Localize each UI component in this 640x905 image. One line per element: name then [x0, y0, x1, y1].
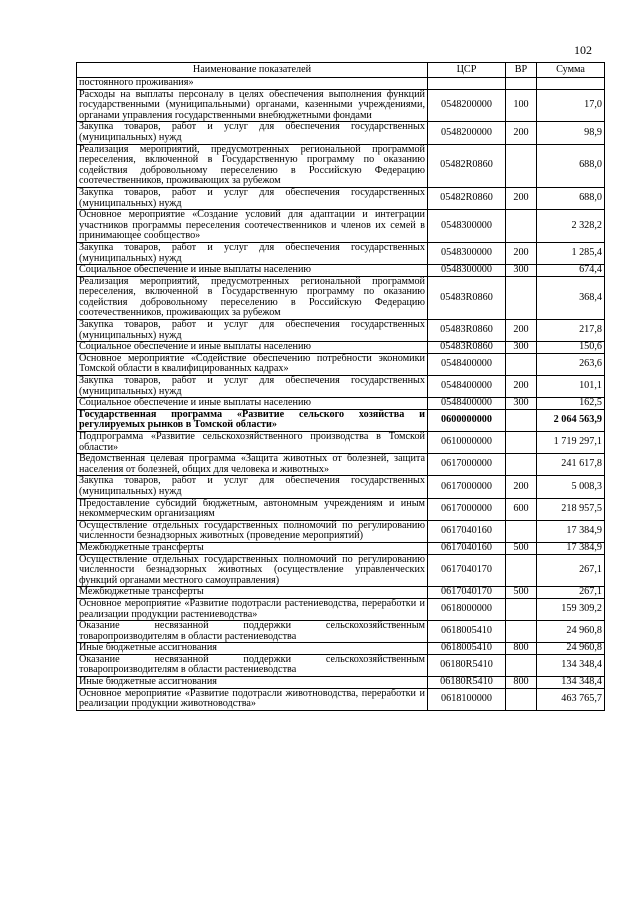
table-row — [77, 409, 605, 431]
row-csr: 0548400000 — [428, 398, 506, 410]
row-csr: 0610000000 — [428, 432, 506, 454]
row-csr: 0617040170 — [428, 554, 506, 587]
row-csr: 0548200000 — [428, 122, 506, 144]
row-csr: 0618005410 — [428, 621, 506, 643]
table-row — [77, 89, 605, 122]
row-name: Закупка товаров, работ и услуг для обеспечения государственных (муниципальных) нужд — [77, 320, 428, 342]
row-csr — [428, 78, 506, 90]
row-name: Иные бюджетные ассигнования — [77, 677, 428, 689]
row-vr — [506, 432, 537, 454]
row-vr — [506, 654, 537, 676]
row-vr: 300 — [506, 265, 537, 277]
row-csr: 0617040170 — [428, 587, 506, 599]
row-sum: 263,6 — [537, 353, 605, 375]
row-vr: 200 — [506, 242, 537, 264]
row-sum: 159 309,2 — [537, 598, 605, 620]
row-name: Ведомственная целевая программа «Защита животных от болезней, защита населения от болезней, общих для человека и животных» — [77, 454, 428, 476]
row-csr: 0548300000 — [428, 210, 506, 243]
row-vr: 200 — [506, 376, 537, 398]
table-row — [77, 320, 605, 342]
row-name: Осуществление отдельных государственных полномочий по регулированию численности безнадзорных животных (осуществление управленческих функций органами местного самоуправления) — [77, 554, 428, 587]
page-number: 102 — [574, 43, 592, 57]
row-sum: 17,0 — [537, 89, 605, 122]
row-csr: 0548300000 — [428, 242, 506, 264]
table-row — [77, 353, 605, 375]
row-name: Социальное обеспечение и иные выплаты населению — [77, 265, 428, 277]
row-name: Закупка товаров, работ и услуг для обеспечения государственных (муниципальных) нужд — [77, 376, 428, 398]
table-header-row — [77, 63, 605, 78]
row-vr: 500 — [506, 587, 537, 599]
row-name: Предоставление субсидий бюджетным, автономным учреждениям и иным некоммерческим организациям — [77, 498, 428, 520]
row-csr: 0617000000 — [428, 476, 506, 498]
row-name: Реализация мероприятий, предусмотренных региональной программой переселения, включенной в Государственную программу по оказанию содействия добровольному переселению в Российскую Федерацию соотечественников, проживающих за рубежом — [77, 144, 428, 187]
row-vr — [506, 598, 537, 620]
table-row — [77, 122, 605, 144]
table-row — [77, 398, 605, 410]
row-sum: 368,4 — [537, 276, 605, 319]
table-row — [77, 476, 605, 498]
table-row — [77, 643, 605, 655]
row-csr: 05482R0860 — [428, 187, 506, 209]
row-sum: 2 328,2 — [537, 210, 605, 243]
row-name: Закупка товаров, работ и услуг для обеспечения государственных (муниципальных) нужд — [77, 476, 428, 498]
row-vr — [506, 276, 537, 319]
row-csr: 06180R5410 — [428, 654, 506, 676]
table-row — [77, 242, 605, 264]
table-row — [77, 520, 605, 542]
row-vr: 300 — [506, 398, 537, 410]
row-vr — [506, 78, 537, 90]
row-sum: 24 960,8 — [537, 643, 605, 655]
row-csr: 06180R5410 — [428, 677, 506, 689]
row-sum: 150,6 — [537, 342, 605, 354]
row-sum: 17 384,9 — [537, 542, 605, 554]
table-row — [77, 78, 605, 90]
row-sum: 267,1 — [537, 587, 605, 599]
row-name: Социальное обеспечение и иные выплаты населению — [77, 398, 428, 410]
row-name: Закупка товаров, работ и услуг для обеспечения государственных (муниципальных) нужд — [77, 187, 428, 209]
row-csr: 05483R0860 — [428, 342, 506, 354]
row-sum: 98,9 — [537, 122, 605, 144]
row-name: Оказание несвязанной поддержки сельскохозяйственным товаропроизводителям в области растениеводства — [77, 621, 428, 643]
row-sum: 688,0 — [537, 187, 605, 209]
row-vr: 300 — [506, 342, 537, 354]
table-row — [77, 677, 605, 689]
table-row — [77, 542, 605, 554]
row-name: Оказание несвязанной поддержки сельскохозяйственным товаропроизводителям в области растениеводства — [77, 654, 428, 676]
row-sum: 674,4 — [537, 265, 605, 277]
row-name: Основное мероприятие «Содействие обеспечению потребности экономики Томской области в квалифицированных кадрах» — [77, 353, 428, 375]
table-row — [77, 554, 605, 587]
row-sum: 463 765,7 — [537, 688, 605, 710]
table-row — [77, 587, 605, 599]
row-sum: 241 617,8 — [537, 454, 605, 476]
row-vr: 200 — [506, 187, 537, 209]
table-row — [77, 342, 605, 354]
row-csr: 0548300000 — [428, 265, 506, 277]
row-vr: 200 — [506, 320, 537, 342]
row-sum — [537, 78, 605, 90]
row-name: Реализация мероприятий, предусмотренных региональной программой переселения, включенной в Государственную программу по оказанию содействия добровольному переселению в Российскую Федерацию соотечественников, проживающих за рубежом — [77, 276, 428, 319]
row-sum: 688,0 — [537, 144, 605, 187]
table-row — [77, 498, 605, 520]
row-csr: 0618005410 — [428, 643, 506, 655]
row-vr — [506, 688, 537, 710]
table-row — [77, 187, 605, 209]
row-csr: 0617040160 — [428, 542, 506, 554]
row-vr — [506, 454, 537, 476]
row-vr: 100 — [506, 89, 537, 122]
row-sum: 218 957,5 — [537, 498, 605, 520]
row-sum: 217,8 — [537, 320, 605, 342]
row-vr: 800 — [506, 677, 537, 689]
row-csr: 0618000000 — [428, 598, 506, 620]
row-sum: 134 348,4 — [537, 677, 605, 689]
table-row — [77, 144, 605, 187]
row-name: Социальное обеспечение и иные выплаты населению — [77, 342, 428, 354]
row-sum: 101,1 — [537, 376, 605, 398]
row-vr: 600 — [506, 498, 537, 520]
table-row — [77, 432, 605, 454]
row-vr: 800 — [506, 643, 537, 655]
table-row — [77, 621, 605, 643]
table-row — [77, 210, 605, 243]
row-csr: 0548400000 — [428, 353, 506, 375]
header-vr: ВР — [506, 63, 537, 78]
row-sum: 1 719 297,1 — [537, 432, 605, 454]
row-csr: 0617000000 — [428, 454, 506, 476]
row-csr: 0617000000 — [428, 498, 506, 520]
row-name: Расходы на выплаты персоналу в целях обеспечения выполнения функций государственными (муниципальными) органами, казенными учреждениями, органами управления государственными внебюджетными фондами — [77, 89, 428, 122]
row-name: Осуществление отдельных государственных полномочий по регулированию численности безнадзорных животных (проведение мероприятий) — [77, 520, 428, 542]
row-vr — [506, 144, 537, 187]
budget-table — [76, 62, 605, 711]
row-csr: 05482R0860 — [428, 144, 506, 187]
table-row — [77, 598, 605, 620]
row-sum: 5 008,3 — [537, 476, 605, 498]
row-vr — [506, 210, 537, 243]
row-vr — [506, 554, 537, 587]
row-vr — [506, 353, 537, 375]
table-row — [77, 654, 605, 676]
row-vr: 200 — [506, 476, 537, 498]
row-csr: 0548200000 — [428, 89, 506, 122]
row-csr: 05483R0860 — [428, 320, 506, 342]
row-sum: 267,1 — [537, 554, 605, 587]
row-csr: 0548400000 — [428, 376, 506, 398]
row-name: постоянного проживания» — [77, 78, 428, 90]
table-row — [77, 265, 605, 277]
row-csr: 0618100000 — [428, 688, 506, 710]
row-sum: 24 960,8 — [537, 621, 605, 643]
row-vr: 200 — [506, 122, 537, 144]
row-name: Основное мероприятие «Развитие подотрасли животноводства, переработки и реализации продукции животноводства» — [77, 688, 428, 710]
row-name: Закупка товаров, работ и услуг для обеспечения государственных (муниципальных) нужд — [77, 122, 428, 144]
row-vr — [506, 621, 537, 643]
row-name: Основное мероприятие «Развитие подотрасли растениеводства, переработки и реализации продукции растениеводства» — [77, 598, 428, 620]
header-name: Наименование показателей — [77, 63, 428, 78]
row-sum: 162,5 — [537, 398, 605, 410]
row-csr: 0617040160 — [428, 520, 506, 542]
row-sum: 134 348,4 — [537, 654, 605, 676]
row-name: Межбюджетные трансферты — [77, 542, 428, 554]
row-name: Иные бюджетные ассигнования — [77, 643, 428, 655]
header-csr: ЦСР — [428, 63, 506, 78]
table-row — [77, 376, 605, 398]
table-row — [77, 454, 605, 476]
row-sum: 17 384,9 — [537, 520, 605, 542]
row-name: Основное мероприятие «Создание условий для адаптации и интеграции участников программы переселения соотечественников и членов их семей в принимающее сообщество» — [77, 210, 428, 243]
row-name: Подпрограмма «Развитие сельскохозяйственного производства в Томской области» — [77, 432, 428, 454]
row-csr: 05483R0860 — [428, 276, 506, 319]
table-row — [77, 688, 605, 710]
row-name: Закупка товаров, работ и услуг для обеспечения государственных (муниципальных) нужд — [77, 242, 428, 264]
row-vr: 500 — [506, 542, 537, 554]
row-name: Государственная программа «Развитие сельского хозяйства и регулируемых рынков в Томской области» — [77, 409, 428, 431]
row-name: Межбюджетные трансферты — [77, 587, 428, 599]
table-row — [77, 276, 605, 319]
row-sum: 1 285,4 — [537, 242, 605, 264]
row-sum: 2 064 563,9 — [537, 409, 605, 431]
row-csr: 0600000000 — [428, 409, 506, 431]
row-vr — [506, 409, 537, 431]
row-vr — [506, 520, 537, 542]
header-sum: Сумма — [537, 63, 605, 78]
